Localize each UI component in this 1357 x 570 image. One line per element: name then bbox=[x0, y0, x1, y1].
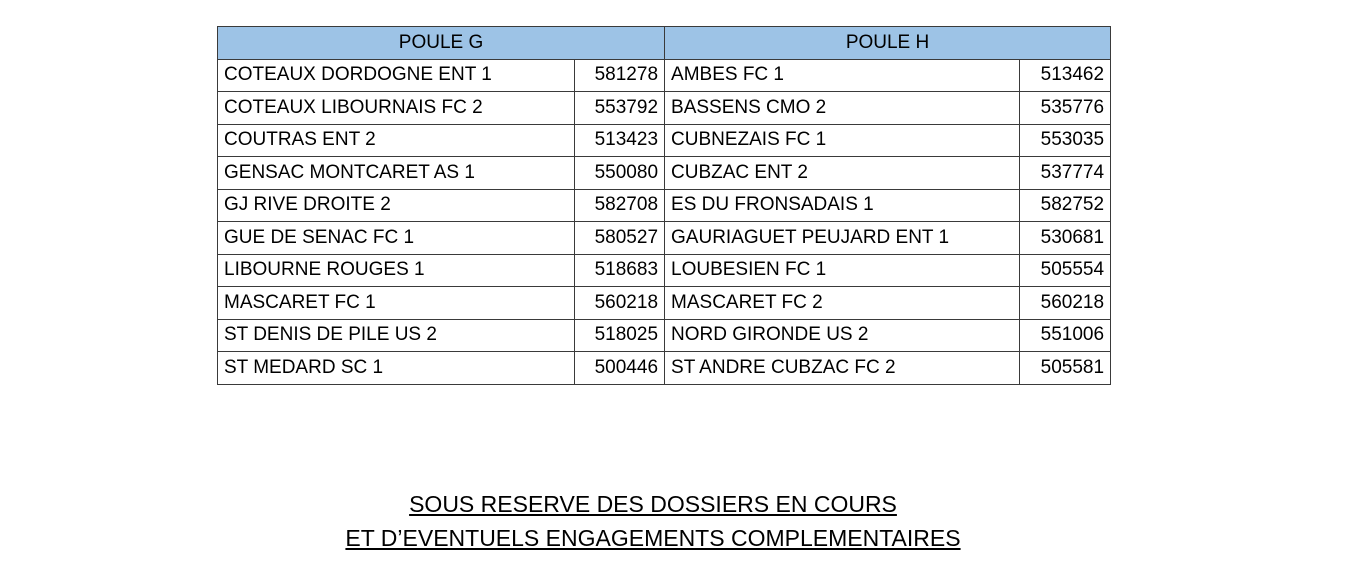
table-row bbox=[218, 189, 1111, 222]
poule-h-team: GAURIAGUET PEUJARD ENT 1 bbox=[665, 222, 1020, 255]
table-row bbox=[218, 287, 1111, 320]
poule-h-number: 513462 bbox=[1020, 59, 1111, 92]
poule-h-team: CUBZAC ENT 2 bbox=[665, 157, 1020, 190]
poule-h-team: LOUBESIEN FC 1 bbox=[665, 254, 1020, 287]
table-row bbox=[218, 352, 1111, 385]
poule-h-team: BASSENS CMO 2 bbox=[665, 92, 1020, 125]
poule-h-team: AMBES FC 1 bbox=[665, 59, 1020, 92]
poule-h-number: 535776 bbox=[1020, 92, 1111, 125]
poule-g-number: 550080 bbox=[575, 157, 665, 190]
poule-g-team: COTEAUX LIBOURNAIS FC 2 bbox=[218, 92, 575, 125]
poule-h-number: 537774 bbox=[1020, 157, 1111, 190]
poule-h-number: 505581 bbox=[1020, 352, 1111, 385]
poule-g-team: COTEAUX DORDOGNE ENT 1 bbox=[218, 59, 575, 92]
poule-g-number: 518683 bbox=[575, 254, 665, 287]
header-row bbox=[218, 27, 1111, 60]
poules-table bbox=[217, 26, 1111, 385]
poule-h-team: CUBNEZAIS FC 1 bbox=[665, 124, 1020, 157]
poule-g-number: 500446 bbox=[575, 352, 665, 385]
poule-h-team: ST ANDRE CUBZAC FC 2 bbox=[665, 352, 1020, 385]
reserve-notice-line2: ET D’EVENTUELS ENGAGEMENTS COMPLEMENTAIRES bbox=[345, 525, 961, 551]
poule-h-number: 560218 bbox=[1020, 287, 1111, 320]
poule-g-team: ST MEDARD SC 1 bbox=[218, 352, 575, 385]
poule-h-number: 530681 bbox=[1020, 222, 1111, 255]
poule-g-team: GUE DE SENAC FC 1 bbox=[218, 222, 575, 255]
poule-g-team: GJ RIVE DROITE 2 bbox=[218, 189, 575, 222]
table-row bbox=[218, 59, 1111, 92]
poule-h-number: 582752 bbox=[1020, 189, 1111, 222]
table-row bbox=[218, 124, 1111, 157]
poule-h-number: 505554 bbox=[1020, 254, 1111, 287]
poule-h-number: 551006 bbox=[1020, 319, 1111, 352]
poule-g-team: LIBOURNE ROUGES 1 bbox=[218, 254, 575, 287]
poule-g-number: 513423 bbox=[575, 124, 665, 157]
poule-g-number: 518025 bbox=[575, 319, 665, 352]
poule-g-number: 582708 bbox=[575, 189, 665, 222]
poule-g-number: 560218 bbox=[575, 287, 665, 320]
poule-g-number: 553792 bbox=[575, 92, 665, 125]
poule-g-team: MASCARET FC 1 bbox=[218, 287, 575, 320]
table-row bbox=[218, 254, 1111, 287]
poule-g-team: ST DENIS DE PILE US 2 bbox=[218, 319, 575, 352]
reserve-notice-line1: SOUS RESERVE DES DOSSIERS EN COURS bbox=[409, 491, 897, 517]
poule-h-header: POULE H bbox=[665, 27, 1111, 60]
poule-h-team: MASCARET FC 2 bbox=[665, 287, 1020, 320]
poule-h-team: ES DU FRONSADAIS 1 bbox=[665, 189, 1020, 222]
poule-g-number: 580527 bbox=[575, 222, 665, 255]
poule-h-number: 553035 bbox=[1020, 124, 1111, 157]
poule-g-header: POULE G bbox=[218, 27, 665, 60]
table-row bbox=[218, 222, 1111, 255]
poule-g-team: COUTRAS ENT 2 bbox=[218, 124, 575, 157]
poule-h-team: NORD GIRONDE US 2 bbox=[665, 319, 1020, 352]
table-row bbox=[218, 92, 1111, 125]
table-row bbox=[218, 157, 1111, 190]
poule-g-number: 581278 bbox=[575, 59, 665, 92]
table-row bbox=[218, 319, 1111, 352]
poule-g-team: GENSAC MONTCARET AS 1 bbox=[218, 157, 575, 190]
